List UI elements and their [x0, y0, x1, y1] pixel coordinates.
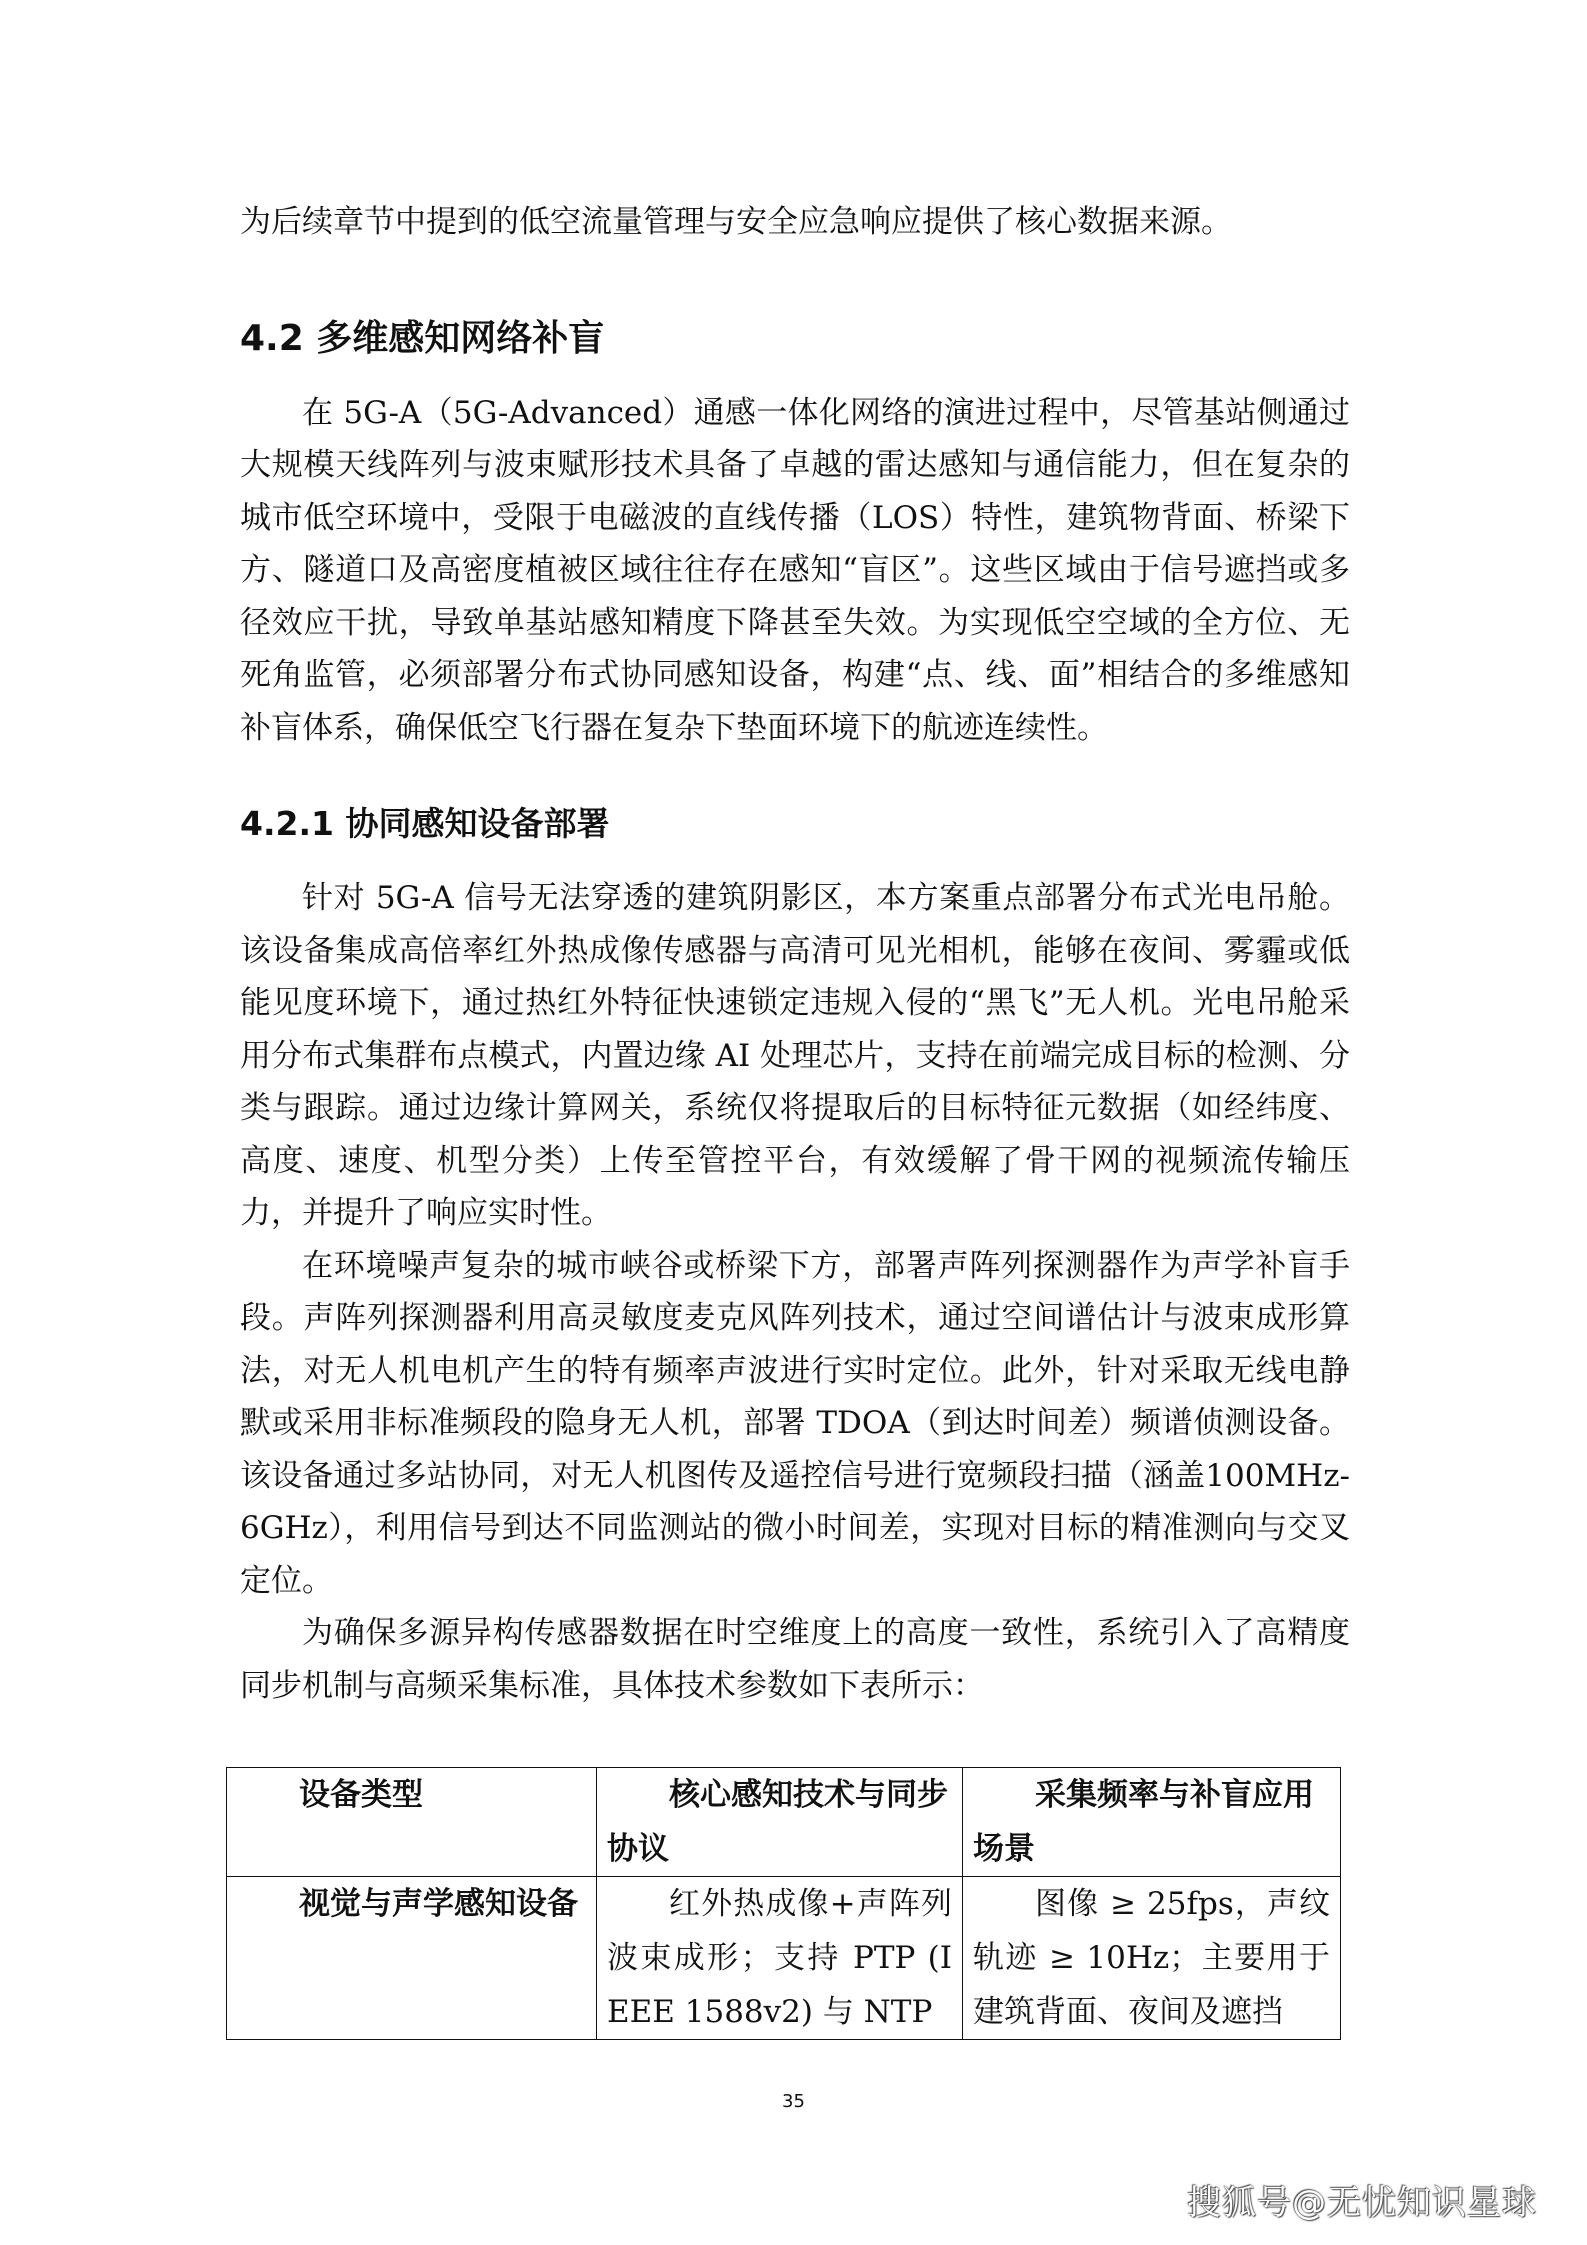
table-cell-technology: 红外热成像+声阵列波束成形；支持 PTP (IEEE 1588v2) 与 NTP [597, 1877, 963, 2040]
page-number: 35 [782, 2091, 805, 2112]
table-header-cell: 设备类型 [227, 1768, 597, 1877]
body-paragraph: 为确保多源异构传感器数据在时空维度上的高度一致性，系统引入了高精度同步机制与高频采集标准，具体技术参数如下表所示： [240, 1615, 1350, 1704]
section-heading: 4.2 多维感知网络补盲 [240, 317, 605, 359]
page-content [240, 196, 1350, 1712]
table-cell-frequency: 图像 ≥ 25fps，声纹轨迹 ≥ 10Hz；主要用于建筑背面、夜间及遮挡 [963, 1877, 1341, 2040]
subsection-heading: 4.2.1 协同感知设备部署 [240, 804, 610, 843]
body-paragraph: 针对 5G-A 信号无法穿透的建筑阴影区，本方案重点部署分布式光电吊舱。该设备集成高倍率红外热成像传感器与高清可见光相机，能够在夜间、雾霾或低能见度环境下，通过热红外特征快速锁定违规入侵的“黑飞”无人机。光电吊舱采用分布式集群布点模式，内置边缘 AI 处理芯片，支持在前端完成目标的检测、分类与跟踪。通过边缘计算网关，系统仅将提取后的目标特征元数据（如经纬度、高度、速度、机型分类）上传至管控平台，有效缓解了骨干网的视频流传输压力，并提升了响应实时性。 [240, 880, 1350, 1231]
spec-table [226, 1767, 1341, 2040]
table-header-cell: 核心感知技术与同步协议 [597, 1768, 963, 1877]
watermark: 搜狐号@无忧知识星球 [1187, 2183, 1537, 2223]
section-paragraph: 在 5G-A（5G-Advanced）通感一体化网络的演进过程中，尽管基站侧通过大规模天线阵列与波束赋形技术具备了卓越的雷达感知与通信能力，但在复杂的城市低空环境中，受限于电磁波的直线传播（LOS）特性，建筑物背面、桥梁下方、隧道口及高密度植被区域往往存在感知“盲区”。这些区域由于信号遮挡或多径效应干扰，导致单基站感知精度下降甚至失效。为实现低空空域的全方位、无死角监管，必须部署分布式协同感知设备，构建“点、线、面”相结合的多维感知补盲体系，确保低空飞行器在复杂下垫面环境下的航迹连续性。 [240, 394, 1350, 746]
body-paragraph: 在环境噪声复杂的城市峡谷或桥梁下方，部署声阵列探测器作为声学补盲手段。声阵列探测器利用高灵敏度麦克风阵列技术，通过空间谱估计与波束成形算法，对无人机电机产生的特有频率声波进行实时定位。此外，针对采取无线电静默或采用非标准频段的隐身无人机，部署 TDOA（到达时间差）频谱侦测设备。该设备通过多站协同，对无人机图传及遥控信号进行宽频段扫描（涵盖100MHz-6GHz），利用信号到达不同监测站的微小时间差，实现对目标的精准测向与交叉定位。 [240, 1247, 1350, 1599]
table-cell-device: 视觉与声学感知设备 [227, 1877, 597, 2040]
table-row [227, 1877, 1341, 2040]
intro-paragraph: 为后续章节中提到的低空流量管理与安全应急响应提供了核心数据来源。 [240, 204, 1232, 240]
table-header-row [227, 1768, 1341, 1877]
table-header-cell: 采集频率与补盲应用场景 [963, 1768, 1341, 1877]
